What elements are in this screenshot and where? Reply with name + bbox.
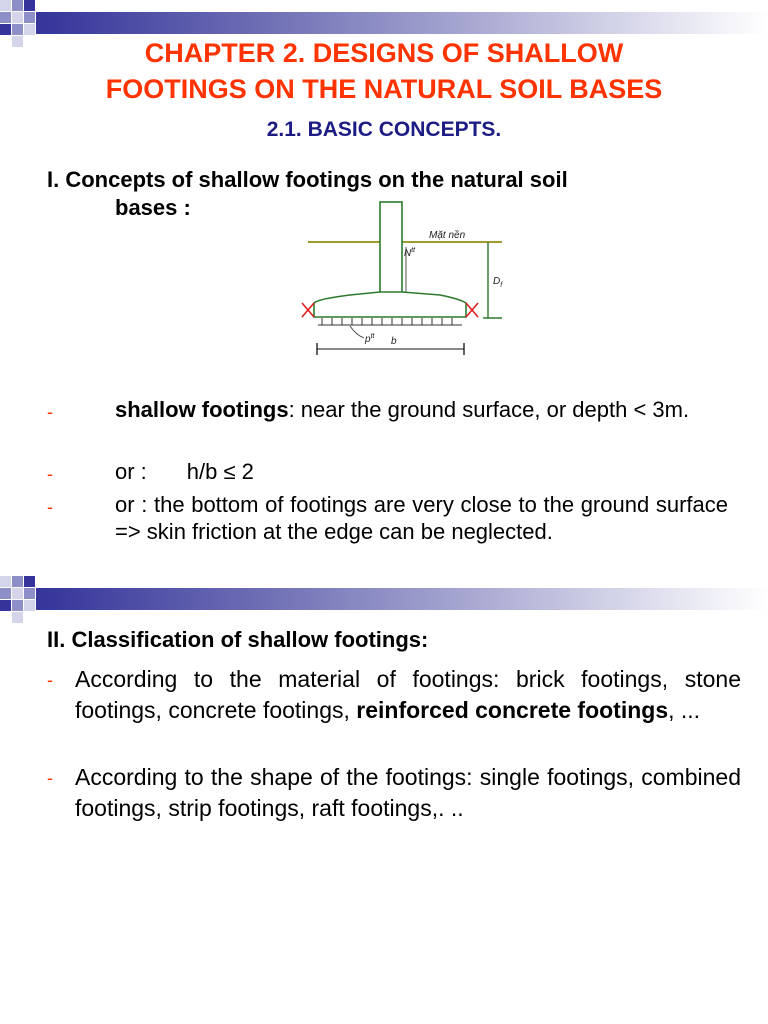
- section1-heading-line1: I. Concepts of shallow footings on the natural soil: [47, 167, 568, 192]
- left-edge-cross-icon: [302, 303, 314, 317]
- bullet-material-classification: According to the material of footings: brick footings, stone footings, concrete footings, reinforced concrete footings, ...: [75, 666, 741, 723]
- term-shallow-footings: shallow footings: [115, 397, 289, 422]
- right-edge-cross-icon: [466, 303, 478, 317]
- decor-gradient-bar: [36, 588, 768, 610]
- bullet-marker: -: [47, 402, 53, 422]
- load-label: $N^{tt}$: [404, 247, 416, 259]
- column: [380, 202, 402, 294]
- slide-subtitle: 2.1. BASIC CONCEPTS.: [266, 118, 502, 141]
- width-label: b: [391, 336, 397, 347]
- footing-base: [314, 292, 466, 317]
- slide-title-line2: FOOTINGS ON THE NATURAL SOIL BASES: [105, 74, 663, 104]
- footing-diagram: [290, 195, 520, 360]
- bullet-marker: -: [47, 497, 53, 517]
- term-reinforced-concrete: reinforced concrete footings: [356, 697, 669, 723]
- depth-label: $D_f$: [493, 276, 503, 289]
- bullet-skin-friction: or : the bottom of footings are very close to the ground surface => skin friction at the edge can be neglected.: [115, 492, 728, 544]
- bullet-marker: -: [47, 464, 53, 484]
- bullet-shallow-footings: shallow footings: near the ground surface, or depth < 3m.: [115, 397, 690, 422]
- section1-heading-line2: bases :: [115, 195, 191, 220]
- ground-label: Mặt nền: [429, 230, 466, 241]
- bullet-shape-classification: According to the shape of the footings: single footings, combined footings, strip footings, raft footings,. ..: [75, 764, 741, 821]
- pressure-leader: [350, 326, 364, 338]
- ratio-expression: h/b ≤ 2: [186, 459, 254, 484]
- bullet-ratio: or : h/b ≤ 2: [115, 459, 254, 484]
- decor-gradient-bar: [36, 12, 768, 34]
- pressure-label: $p^{tt}$: [365, 333, 375, 345]
- section2-heading: II. Classification of shallow footings:: [47, 627, 429, 652]
- slide-title-line1: CHAPTER 2. DESIGNS OF SHALLOW: [144, 38, 624, 68]
- bullet-marker: -: [47, 670, 53, 690]
- middle-decor-band: [0, 576, 768, 624]
- bullet-marker: -: [47, 768, 53, 788]
- pressure-ticks: [322, 318, 452, 325]
